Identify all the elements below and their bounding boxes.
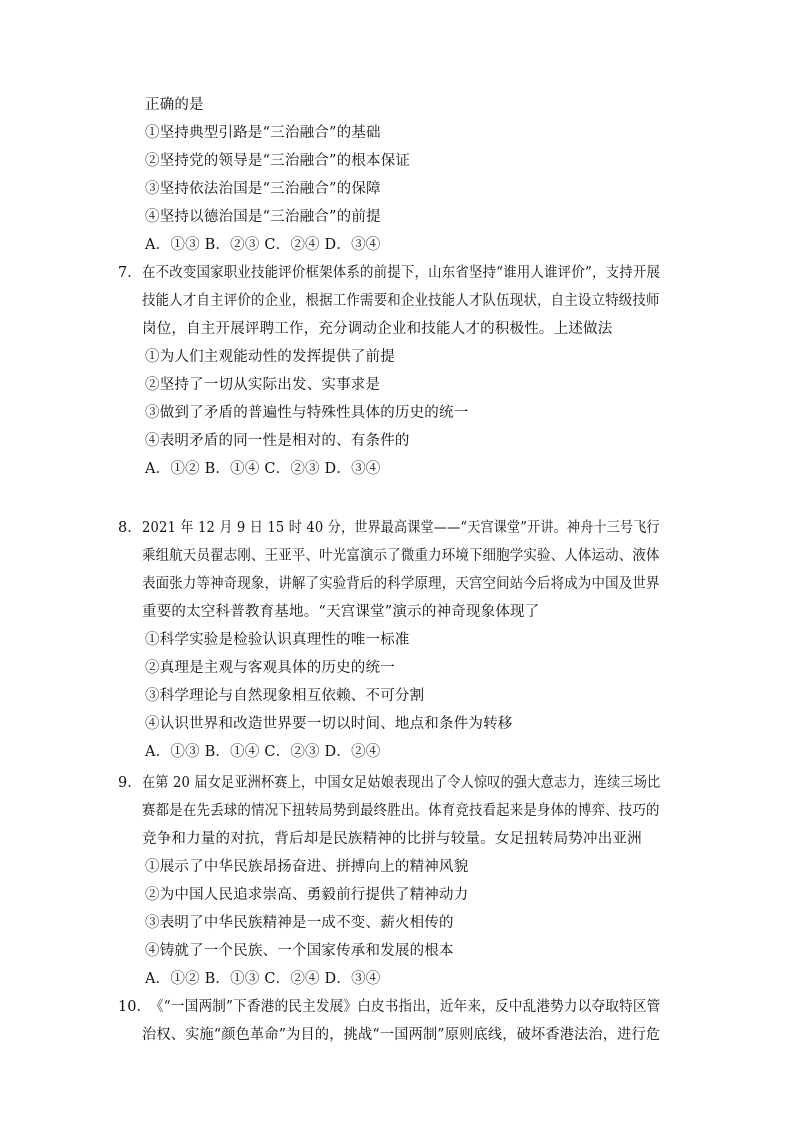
question-10-stem-line: 治权、实施“颜色革命”为目的，挑战“一国两制”原则底线，破坏香港法治，进行危 <box>142 1027 661 1043</box>
option-statement-2: ②坚持党的领导是“三治融合”的根本保证 <box>145 153 411 169</box>
question-7-stem-line: 岗位，自主开展评聘工作，充分调动企业和技能人才的积极性。上述做法 <box>142 321 613 337</box>
question-8-stem-line: 表面张力等神奇现象，讲解了实验背后的科学原理，天宫空间站今后将成为中国及世界 <box>142 576 660 592</box>
question-number-7: 7． <box>118 265 142 281</box>
question-8-stem-line: 重要的太空科普教育基地。“天宫课堂”演示的神奇现象体现了 <box>142 604 540 620</box>
answer-choices: A．①③ B．①④ C．②③ D．②④ <box>145 744 381 760</box>
option-statement-4: ④认识世界和改造世界要一切以时间、地点和条件为转移 <box>145 716 513 732</box>
option-statement-1: ①展示了中华民族昂扬奋进、拼搏向上的精神风貌 <box>145 859 469 875</box>
question-number-10: 10． <box>118 999 151 1015</box>
question-9-stem-line: 竞争和力量的对抗，背后却是民族精神的比拼与较量。女足扭转局势冲出亚洲 <box>142 831 642 847</box>
option-statement-3: ③做到了矛盾的普遍性与特殊性具体的历史的统一 <box>145 405 469 421</box>
option-statement-1: ①科学实验是检验认识真理性的唯一标准 <box>145 632 410 648</box>
question-7-stem-line: 技能人才自主评价的企业，根据工作需要和企业技能人才队伍现状，自主设立特级技师 <box>142 293 660 309</box>
answer-choices: A．①② B．①③ C．②④ D．③④ <box>145 971 381 987</box>
option-statement-1: ①坚持典型引路是“三治融合”的基础 <box>145 125 381 141</box>
question-9-stem-line: 在第 20 届女足亚洲杯赛上，中国女足姑娘表现出了令人惊叹的强大意志力，连续三场比 <box>142 775 661 791</box>
question-number-9: 9． <box>118 775 142 791</box>
option-statement-1: ①为人们主观能动性的发挥提供了前提 <box>145 349 395 365</box>
option-statement-3: ③表明了中华民族精神是一成不变、薪火相传的 <box>145 915 454 931</box>
option-statement-2: ②真理是主观与客观具体的历史的统一 <box>145 660 395 676</box>
question-7-stem-line: 在不改变国家职业技能评价框架体系的前提下，山东省坚持“谁用人谁评价”，支持开展 <box>142 265 661 281</box>
answer-choices: A．①② B．①④ C．②③ D．③④ <box>145 461 381 477</box>
option-statement-4: ④表明矛盾的同一性是相对的、有条件的 <box>145 433 410 449</box>
answer-choices: A．①③ B．②③ C．②④ D．③④ <box>145 237 381 253</box>
question-number-8: 8． <box>118 520 142 536</box>
option-statement-4: ④坚持以德治国是“三治融合”的前提 <box>145 209 381 225</box>
question-10-stem-line: 《“一国两制”下香港的民主发展》白皮书指出，近年来，反中乱港势力以夺取特区管 <box>150 999 661 1015</box>
option-statement-3: ③科学理论与自然现象相互依赖、不可分割 <box>145 688 425 704</box>
option-statement-3: ③坚持依法治国是“三治融合”的保障 <box>145 181 381 197</box>
question-9-stem-line: 赛都是在先丢球的情况下扭转局势到最终胜出。体育竞技看起来是身体的博弈、技巧的 <box>142 803 660 819</box>
option-statement-2: ②为中国人民追求崇高、勇毅前行提供了精神动力 <box>145 887 469 903</box>
question-stem-tail: 正确的是 <box>145 97 204 113</box>
question-8-stem-line: 2021 年 12 月 9 日 15 时 40 分，世界最高课堂——“天宫课堂”开讲。神舟十三号飞行 <box>142 520 660 536</box>
option-statement-2: ②坚持了一切从实际出发、实事求是 <box>145 377 381 393</box>
question-8-stem-line: 乘组航天员翟志刚、王亚平、叶光富演示了微重力环境下细胞学实验、人体运动、液体 <box>142 548 660 564</box>
option-statement-4: ④铸就了一个民族、一个国家传承和发展的根本 <box>145 943 454 959</box>
